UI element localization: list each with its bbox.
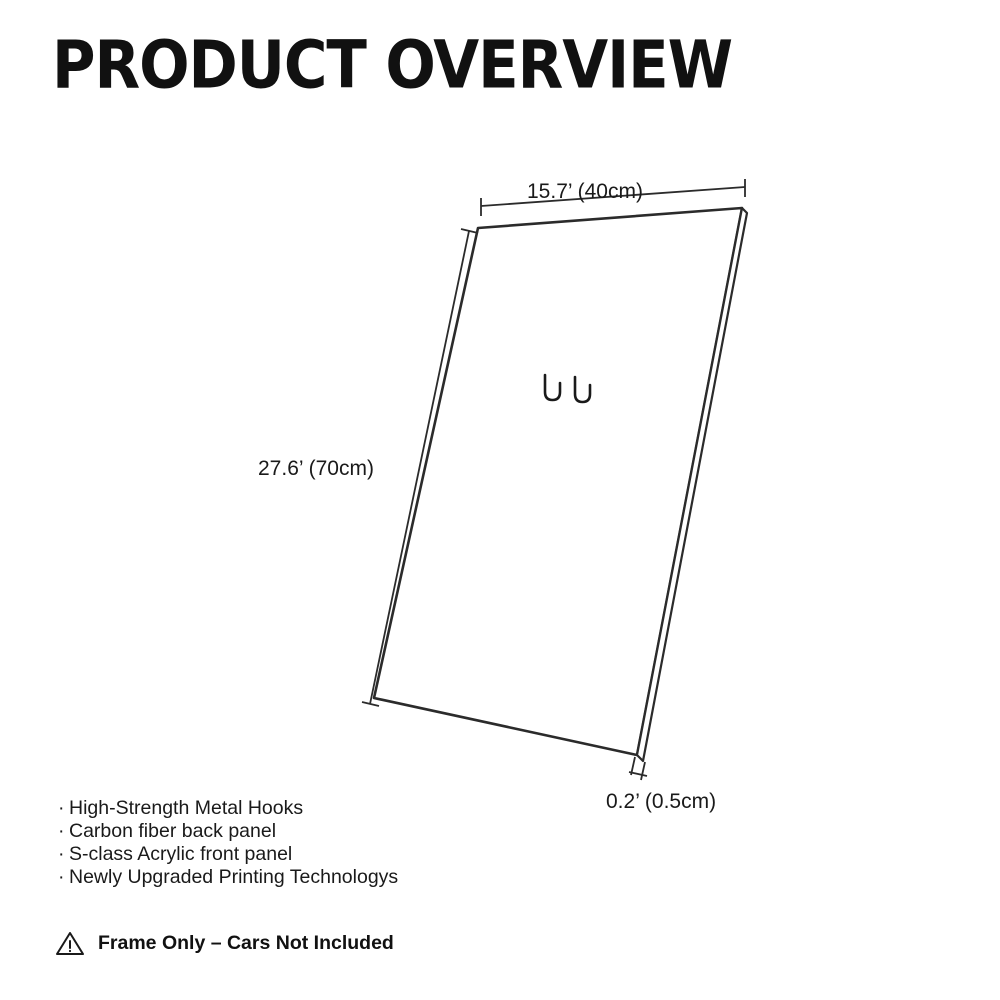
feature-label: High-Strength Metal Hooks	[69, 797, 304, 819]
feature-label: Newly Upgraded Printing Technologys	[69, 866, 399, 888]
thickness-dimension-label: 0.2’ (0.5cm)	[606, 790, 717, 813]
list-item	[58, 843, 398, 866]
bullet-icon: ·	[58, 866, 65, 888]
height-dimension-line	[362, 229, 478, 706]
bullet-icon: ·	[58, 820, 65, 842]
feature-label: S-class Acrylic front panel	[69, 843, 293, 865]
page-title: PRODUCT OVERVIEW	[52, 27, 733, 104]
list-item	[58, 866, 398, 889]
bullet-icon: ·	[58, 843, 65, 865]
warning-triangle-icon	[55, 930, 85, 956]
list-item	[58, 820, 398, 843]
bullet-icon: ·	[58, 797, 65, 819]
frame-front-panel	[374, 208, 742, 755]
warning-label: Frame Only – Cars Not Included	[98, 931, 394, 954]
frame-side-edge	[637, 208, 747, 761]
metal-hooks-icon	[545, 375, 590, 402]
list-item	[58, 797, 398, 820]
width-dimension-label: 15.7’ (40cm)	[527, 180, 643, 203]
feature-list	[58, 797, 398, 889]
thickness-dimension-line	[629, 757, 647, 780]
warning-notice	[55, 930, 394, 956]
feature-label: Carbon fiber back panel	[69, 820, 277, 842]
height-dimension-label: 27.6’ (70cm)	[258, 457, 374, 480]
